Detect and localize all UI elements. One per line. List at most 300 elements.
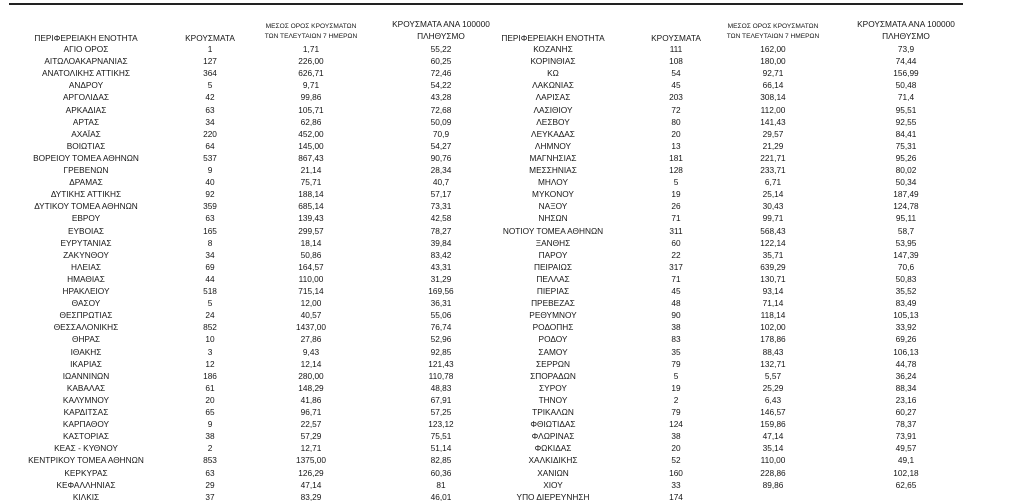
cases-cell: 48 (671, 298, 681, 309)
region-cell: ΦΘΙΩΤΙΔΑΣ (530, 419, 576, 430)
right-table-row (0, 225, 1024, 237)
cases-cell: 92 (205, 189, 215, 200)
cases-cell: 65 (205, 407, 215, 417)
cases-cell: 20 (205, 394, 215, 405)
avg-7d-cell: 139,43 (298, 213, 324, 224)
avg-7d-cell: 180,00 (760, 56, 786, 67)
per-100k-cell: 49,57 (895, 443, 917, 454)
cases-cell: 24 (205, 310, 215, 321)
cases-cell: 90 (671, 310, 681, 321)
avg-7d-cell: 178,86 (760, 334, 786, 345)
per-100k-cell: 102,18 (893, 467, 919, 478)
per-100k-cell: 53,95 (895, 237, 917, 248)
avg-7d-cell: 21,14 (300, 165, 322, 175)
avg-7d-cell: 159,86 (760, 419, 786, 430)
cases-cell: 108 (669, 56, 683, 67)
cases-cell: 79 (671, 407, 681, 417)
avg-7d-cell: 233,71 (760, 165, 786, 175)
avg-7d-cell: 141,43 (760, 116, 786, 127)
cases-cell: 359 (203, 201, 217, 212)
region-cell: ΑΙΤΩΛΟΑΚΑΡΝΑΝΙΑΣ (44, 56, 128, 67)
region-cell: ΑΡΚΑΔΙΑΣ (65, 104, 107, 115)
cases-cell: 12 (205, 358, 215, 369)
avg-7d-cell: 226,00 (298, 56, 324, 67)
cases-cell: 38 (205, 431, 215, 442)
avg-7d-cell: 83,29 (300, 491, 322, 502)
cases-cell: 3 (207, 346, 213, 357)
region-cell: ΛΑΣΙΘΙΟΥ (533, 104, 573, 115)
avg-7d-cell: 88,43 (762, 346, 784, 357)
per-100k-cell: 74,44 (895, 56, 917, 67)
per-100k-cell: 81 (436, 479, 446, 490)
cases-cell: 72 (671, 104, 681, 115)
per-100k-cell: 78,27 (430, 225, 452, 236)
region-cell: ΚΙΛΚΙΣ (72, 491, 100, 502)
avg-7d-cell: 221,71 (760, 152, 786, 163)
avg-7d-cell: 280,00 (298, 370, 324, 381)
per-100k-cell: 60,27 (895, 407, 917, 417)
per-100k-cell: 92,85 (430, 346, 452, 357)
avg-7d-cell: 308,14 (760, 92, 786, 103)
region-cell: ΗΡΑΚΛΕΙΟΥ (62, 286, 110, 296)
right-table-row (0, 285, 1024, 297)
per-100k-cell: 78,37 (895, 419, 917, 430)
cases-cell: 13 (671, 140, 681, 151)
region-cell: ΦΛΩΡΙΝΑΣ (531, 431, 575, 442)
region-cell: ΚΑΛΥΜΝΟΥ (62, 394, 110, 405)
cases-cell: 19 (671, 189, 681, 200)
right-table-row (0, 152, 1024, 164)
avg-7d-cell: 715,14 (298, 286, 324, 296)
avg-7d-cell: 93,14 (762, 286, 784, 296)
per-100k-cell: 75,51 (430, 431, 452, 442)
cases-cell: 60 (671, 237, 681, 248)
avg-7d-cell: 110,00 (298, 273, 324, 284)
region-cell: ΛΑΡΙΣΑΣ (535, 92, 571, 103)
per-100k-cell: 187,49 (893, 189, 919, 200)
cases-cell: 37 (205, 491, 215, 502)
avg-7d-cell: 75,71 (300, 177, 322, 188)
right-table-row (0, 273, 1024, 285)
right-table-row (0, 91, 1024, 103)
per-100k-cell: 84,41 (895, 128, 917, 139)
per-100k-cell: 70,9 (432, 128, 450, 139)
right-table-row (0, 333, 1024, 345)
region-cell: ΥΠΟ ΔΙΕΡΕΥΝΗΣΗ (516, 491, 590, 502)
cases-cell: 311 (669, 225, 683, 236)
avg-7d-cell: 102,00 (760, 322, 786, 333)
region-cell: ΘΕΣΣΑΛΟΝΙΚΗΣ (53, 322, 119, 333)
cases-cell: 20 (671, 443, 681, 454)
per-100k-cell: 31,29 (430, 273, 452, 284)
avg-7d-cell: 66,14 (762, 80, 784, 91)
avg-7d-cell: 35,14 (762, 443, 784, 454)
avg-7d-cell: 130,71 (760, 273, 786, 284)
avg-7d-cell: 162,00 (760, 44, 786, 54)
avg-7d-cell: 1437,00 (296, 322, 326, 333)
avg-7d-cell: 228,86 (760, 467, 786, 478)
per-100k-cell: 46,01 (430, 491, 452, 502)
cases-cell: 181 (669, 152, 683, 163)
region-cell: ΑΓΙΟ ΟΡΟΣ (63, 44, 109, 54)
cases-cell: 54 (671, 68, 681, 79)
per-100k-cell: 76,74 (430, 322, 452, 333)
right-table-row (0, 321, 1024, 333)
right-table-row (0, 358, 1024, 370)
region-cell: ΧΙΟΥ (543, 479, 563, 490)
right-table-row (0, 382, 1024, 394)
avg-7d-cell: 12,00 (300, 298, 322, 309)
cases-cell: 5 (673, 177, 679, 188)
avg-7d-cell: 105,71 (298, 104, 324, 115)
cases-cell: 111 (669, 44, 683, 54)
avg-7d-cell: 867,43 (298, 152, 324, 163)
cases-cell: 124 (669, 419, 683, 430)
cases-cell: 42 (205, 92, 215, 103)
cases-cell: 71 (671, 273, 681, 284)
per-100k-cell: 72,46 (430, 68, 452, 79)
region-cell: ΗΜΑΘΙΑΣ (67, 273, 105, 284)
avg-7d-cell: 50,86 (300, 249, 322, 260)
per-100k-cell: 106,13 (893, 346, 919, 357)
per-100k-column-header-line2: ΠΛΗΘΥΣΜΟ (417, 31, 465, 41)
cases-cell: 44 (205, 273, 215, 284)
right-table-row (0, 430, 1024, 442)
region-cell: ΚΕΑΣ - ΚΥΘΝΟΥ (54, 443, 118, 454)
avg-7d-cell: 9,71 (302, 80, 320, 91)
cases-cell: 69 (205, 261, 215, 272)
per-100k-cell: 54,27 (430, 140, 452, 151)
cases-cell: 537 (203, 152, 217, 163)
avg-7d-cell: 57,29 (300, 431, 322, 442)
cases-column-header: ΚΡΟΥΣΜΑΤΑ (185, 33, 235, 43)
avg-7d-cell: 96,71 (300, 407, 322, 417)
region-cell: ΑΡΤΑΣ (72, 116, 100, 127)
avg-7d-cell: 47,14 (300, 479, 322, 490)
cases-cell: 10 (205, 334, 215, 345)
cases-cell: 364 (203, 68, 217, 79)
avg-7d-cell: 112,00 (760, 104, 786, 115)
right-table-row (0, 346, 1024, 358)
region-cell: ΝΗΣΩΝ (538, 213, 568, 224)
region-column-header: ΠΕΡΙΦΕΡΕΙΑΚΗ ΕΝΟΤΗΤΑ (501, 33, 605, 43)
region-cell: ΡΟΔΟΥ (538, 334, 568, 345)
avg-7d-cell: 18,14 (300, 237, 322, 248)
avg-7d-column-header-line1: ΜΕΣΟΣ ΟΡΟΣ ΚΡΟΥΣΜΑΤΩΝ (265, 23, 357, 30)
region-cell: ΣΑΜΟΥ (538, 346, 568, 357)
cases-cell: 853 (203, 455, 217, 466)
per-100k-cell: 73,31 (430, 201, 452, 212)
per-100k-cell: 50,09 (430, 116, 452, 127)
right-table-row (0, 297, 1024, 309)
per-100k-cell: 83,42 (430, 249, 452, 260)
avg-7d-cell: 25,29 (762, 382, 784, 393)
region-cell: ΜΑΓΝΗΣΙΑΣ (529, 152, 577, 163)
region-cell: ΕΒΡΟΥ (71, 213, 101, 224)
region-cell: ΑΧΑΪΑΣ (71, 128, 101, 139)
per-100k-cell: 90,76 (430, 152, 452, 163)
cases-cell: 2 (207, 443, 213, 454)
region-cell: ΣΠΟΡΑΔΩΝ (530, 370, 576, 381)
per-100k-cell: 51,14 (430, 443, 452, 454)
cases-cell: 52 (671, 455, 681, 466)
per-100k-cell: 60,36 (430, 467, 452, 478)
cases-cell: 160 (669, 467, 683, 478)
cases-cell: 35 (671, 346, 681, 357)
cases-cell: 29 (205, 479, 215, 490)
avg-7d-cell: 118,14 (760, 310, 786, 321)
region-cell: ΣΥΡΟΥ (539, 382, 567, 393)
region-cell: ΚΑΒΑΛΑΣ (66, 382, 106, 393)
avg-7d-cell: 6,71 (764, 177, 782, 188)
avg-7d-cell: 47,14 (762, 431, 784, 442)
region-cell: ΕΥΒΟΙΑΣ (67, 225, 105, 236)
region-cell: ΠΑΡΟΥ (538, 249, 568, 260)
right-table-row (0, 394, 1024, 406)
avg-7d-cell: 22,57 (300, 419, 322, 430)
cases-cell: 45 (671, 80, 681, 91)
region-cell: ΜΕΣΣΗΝΙΑΣ (529, 165, 577, 175)
region-cell: ΜΥΚΟΝΟΥ (532, 189, 574, 200)
region-cell: ΠΕΙΡΑΙΩΣ (534, 261, 572, 272)
avg-7d-cell: 40,57 (300, 310, 322, 321)
region-cell: ΚΕΦΑΛΛΗΝΙΑΣ (56, 479, 116, 490)
per-100k-cell: 92,55 (895, 116, 917, 127)
avg-7d-cell: 25,14 (762, 189, 784, 200)
cases-cell: 33 (671, 479, 681, 490)
per-100k-cell: 67,91 (430, 394, 452, 405)
region-cell: ΖΑΚΥΝΘΟΥ (63, 249, 109, 260)
per-100k-cell: 40,7 (432, 177, 450, 188)
avg-7d-cell: 21,29 (762, 140, 784, 151)
cases-cell: 80 (671, 116, 681, 127)
cases-cell: 317 (669, 261, 683, 272)
region-cell: ΣΕΡΡΩΝ (536, 358, 570, 369)
avg-7d-cell: 99,71 (762, 213, 784, 224)
avg-7d-cell: 9,43 (302, 346, 320, 357)
region-cell: ΘΗΡΑΣ (71, 334, 101, 345)
avg-7d-cell: 145,00 (298, 140, 324, 151)
per-100k-cell: 50,34 (895, 177, 917, 188)
avg-7d-cell: 122,14 (760, 237, 786, 248)
region-cell: ΜΗΛΟΥ (538, 177, 568, 188)
region-cell: ΚΩ (547, 68, 559, 79)
right-table-row (0, 67, 1024, 79)
cases-cell: 63 (205, 467, 215, 478)
per-100k-cell: 54,22 (430, 80, 452, 91)
cases-cell: 64 (205, 140, 215, 151)
cases-cell: 518 (203, 286, 217, 296)
avg-7d-cell: 146,57 (760, 407, 786, 417)
cases-cell: 220 (203, 128, 217, 139)
per-100k-cell: 169,56 (428, 286, 454, 296)
right-table-row (0, 176, 1024, 188)
region-cell: ΘΑΣΟΥ (71, 298, 101, 309)
cases-cell: 8 (207, 237, 213, 248)
region-cell: ΑΝΑΤΟΛΙΚΗΣ ΑΤΤΙΚΗΣ (41, 68, 131, 79)
avg-7d-cell: 41,86 (300, 394, 322, 405)
per-100k-cell: 55,22 (430, 44, 452, 54)
avg-7d-cell: 132,71 (760, 358, 786, 369)
region-cell: ΤΡΙΚΑΛΩΝ (532, 407, 574, 417)
region-cell: ΧΑΝΙΩΝ (537, 467, 569, 478)
region-cell: ΡΕΘΥΜΝΟΥ (529, 310, 577, 321)
cases-cell: 34 (205, 249, 215, 260)
avg-7d-cell: 99,86 (300, 92, 322, 103)
avg-7d-cell: 299,57 (298, 225, 324, 236)
right-table-row (0, 249, 1024, 261)
right-table-row (0, 442, 1024, 454)
cases-cell: 40 (205, 177, 215, 188)
right-table-row (0, 237, 1024, 249)
avg-7d-cell: 639,29 (760, 261, 786, 272)
per-100k-cell: 57,25 (430, 407, 452, 417)
per-100k-cell: 69,26 (895, 334, 917, 345)
top-rule (9, 3, 963, 5)
cases-cell: 9 (207, 165, 213, 175)
per-100k-cell: 82,85 (430, 455, 452, 466)
per-100k-cell: 95,51 (895, 104, 917, 115)
per-100k-cell: 75,31 (895, 140, 917, 151)
cases-cell: 20 (671, 128, 681, 139)
per-100k-cell: 73,9 (897, 44, 915, 54)
region-cell: ΛΕΥΚΑΔΑΣ (531, 128, 575, 139)
region-cell: ΚΑΣΤΟΡΙΑΣ (62, 431, 110, 442)
region-cell: ΒΟΙΩΤΙΑΣ (66, 140, 106, 151)
region-cell: ΑΡΓΟΛΙΔΑΣ (63, 92, 109, 103)
region-cell: ΗΛΕΙΑΣ (70, 261, 102, 272)
per-100k-column-header-line1: ΚΡΟΥΣΜΑΤΑ ΑΝΑ 100000 (392, 19, 490, 29)
region-cell: ΛΑΚΩΝΙΑΣ (532, 80, 574, 91)
per-100k-cell: 105,13 (893, 310, 919, 321)
right-table-row (0, 79, 1024, 91)
avg-7d-column-header-line2: ΤΩΝ ΤΕΛΕΥΤΑΙΩΝ 7 ΗΜΕΡΩΝ (264, 33, 358, 40)
cases-cell: 127 (203, 56, 217, 67)
right-table-row (0, 491, 1024, 503)
per-100k-cell: 28,34 (430, 165, 452, 175)
region-cell: ΔΡΑΜΑΣ (69, 177, 103, 188)
avg-7d-cell: 452,00 (298, 128, 324, 139)
right-table-row (0, 406, 1024, 418)
per-100k-cell: 36,31 (430, 298, 452, 309)
cases-cell: 2 (673, 394, 679, 405)
right-table-row (0, 116, 1024, 128)
avg-7d-cell: 148,29 (298, 382, 324, 393)
right-table-row (0, 104, 1024, 116)
region-column-header: ΠΕΡΙΦΕΡΕΙΑΚΗ ΕΝΟΤΗΤΑ (34, 33, 138, 43)
per-100k-cell: 49,1 (897, 455, 915, 466)
per-100k-cell: 50,48 (895, 80, 917, 91)
right-table-row (0, 309, 1024, 321)
per-100k-cell: 95,11 (895, 213, 917, 224)
per-100k-cell: 60,25 (430, 56, 452, 67)
cases-cell: 22 (671, 249, 681, 260)
cases-cell: 128 (669, 165, 683, 175)
region-cell: ΠΡΕΒΕΖΑΣ (531, 298, 575, 309)
avg-7d-cell: 1375,00 (296, 455, 326, 466)
per-100k-cell: 57,17 (430, 189, 452, 200)
per-100k-cell: 73,91 (895, 431, 917, 442)
avg-7d-cell: 30,43 (762, 201, 784, 212)
cases-cell: 186 (203, 370, 217, 381)
cases-cell: 1 (207, 44, 213, 54)
cases-cell: 61 (205, 382, 215, 393)
cases-cell: 83 (671, 334, 681, 345)
avg-7d-cell: 92,71 (762, 68, 784, 79)
avg-7d-cell: 626,71 (298, 68, 324, 79)
right-table-row (0, 212, 1024, 224)
cases-cell: 38 (671, 431, 681, 442)
per-100k-cell: 36,24 (895, 370, 917, 381)
per-100k-cell: 124,78 (893, 201, 919, 212)
avg-7d-cell: 12,71 (300, 443, 322, 454)
region-cell: ΡΟΔΟΠΗΣ (532, 322, 574, 333)
per-100k-cell: 83,49 (895, 298, 917, 309)
region-cell: ΚΑΡΠΑΘΟΥ (62, 419, 110, 430)
per-100k-cell: 95,26 (895, 152, 917, 163)
right-table-row (0, 55, 1024, 67)
avg-7d-cell: 6,43 (764, 394, 782, 405)
per-100k-cell: 43,31 (430, 261, 452, 272)
per-100k-column-header-line2: ΠΛΗΘΥΣΜΟ (882, 31, 930, 41)
per-100k-column-header-line1: ΚΡΟΥΣΜΑΤΑ ΑΝΑ 100000 (857, 19, 955, 29)
per-100k-cell: 110,78 (428, 370, 454, 381)
region-cell: ΝΑΞΟΥ (538, 201, 568, 212)
cases-cell: 63 (205, 104, 215, 115)
per-100k-cell: 23,16 (895, 394, 917, 405)
region-cell: ΤΗΝΟΥ (538, 394, 568, 405)
region-cell: ΙΘΑΚΗΣ (70, 346, 102, 357)
per-100k-cell: 52,96 (430, 334, 452, 345)
per-100k-cell: 72,68 (430, 104, 452, 115)
per-100k-cell: 121,43 (428, 358, 454, 369)
cases-cell: 203 (669, 92, 683, 103)
right-table-row (0, 43, 1024, 55)
right-table-row (0, 188, 1024, 200)
region-cell: ΚΑΡΔΙΤΣΑΣ (63, 407, 109, 417)
avg-7d-column-header-line2: ΤΩΝ ΤΕΛΕΥΤΑΙΩΝ 7 ΗΜΕΡΩΝ (726, 33, 820, 40)
per-100k-cell: 43,28 (430, 92, 452, 103)
per-100k-cell: 156,99 (893, 68, 919, 79)
right-table-row (0, 140, 1024, 152)
right-table-row (0, 200, 1024, 212)
per-100k-cell: 44,78 (895, 358, 917, 369)
cases-cell: 45 (671, 286, 681, 296)
per-100k-cell: 35,52 (895, 286, 917, 296)
avg-7d-cell: 89,86 (762, 479, 784, 490)
region-cell: ΛΗΜΝΟΥ (534, 140, 572, 151)
cases-cell: 174 (669, 491, 683, 502)
cases-cell: 5 (207, 80, 213, 91)
region-cell: ΘΕΣΠΡΩΤΙΑΣ (59, 310, 113, 321)
cases-cell: 5 (207, 298, 213, 309)
avg-7d-cell: 12,14 (300, 358, 322, 369)
avg-7d-column-header-line1: ΜΕΣΟΣ ΟΡΟΣ ΚΡΟΥΣΜΑΤΩΝ (727, 23, 819, 30)
right-table-row (0, 164, 1024, 176)
per-100k-cell: 39,84 (430, 237, 452, 248)
avg-7d-cell: 685,14 (298, 201, 324, 212)
avg-7d-cell: 188,14 (298, 189, 324, 200)
per-100k-cell: 58,7 (897, 225, 915, 236)
cases-cell: 71 (671, 213, 681, 224)
per-100k-cell: 147,39 (893, 249, 919, 260)
per-100k-cell: 55,06 (430, 310, 452, 321)
region-cell: ΚΕΡΚΥΡΑΣ (64, 467, 108, 478)
avg-7d-cell: 29,57 (762, 128, 784, 139)
region-cell: ΕΥΡΥΤΑΝΙΑΣ (60, 237, 112, 248)
cases-cell: 38 (671, 322, 681, 333)
cases-cell: 9 (207, 419, 213, 430)
